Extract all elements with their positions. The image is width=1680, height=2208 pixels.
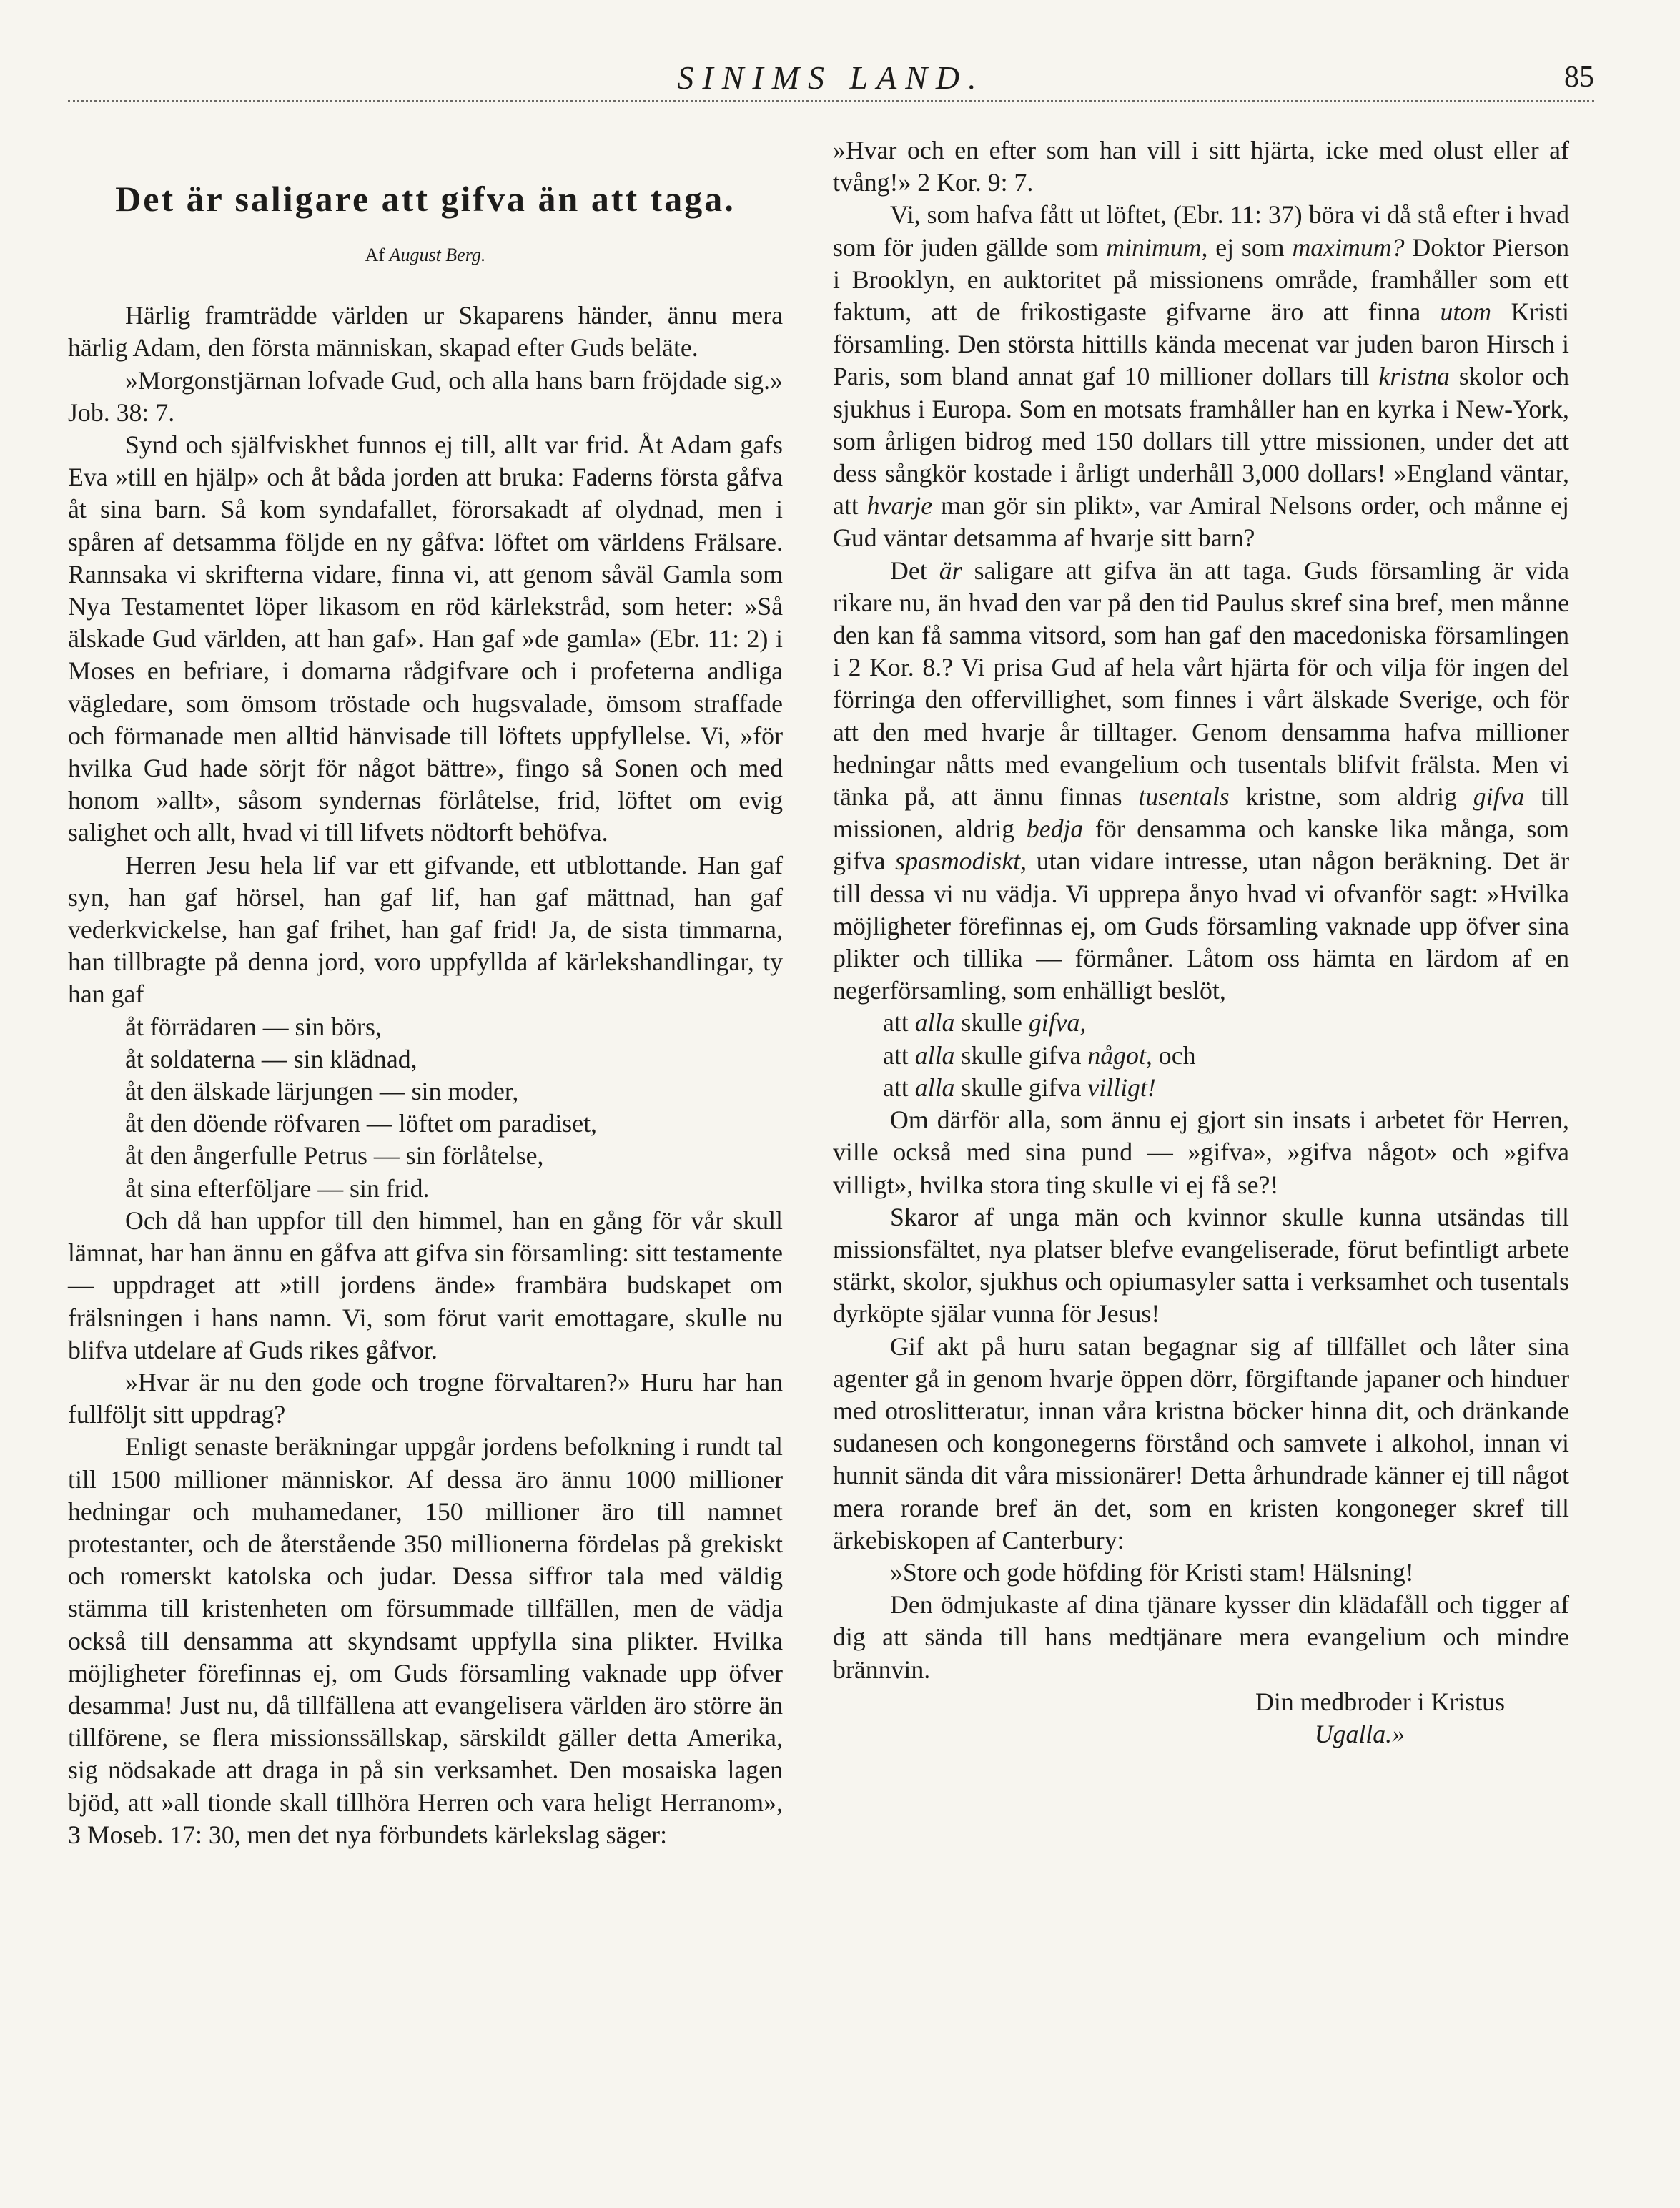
page-header	[68, 59, 1594, 102]
list-item: åt den älskade lärjungen — sin moder,	[125, 1077, 519, 1106]
right-column	[833, 134, 1569, 1750]
byline-prefix: Af	[365, 245, 385, 265]
paragraph: Om därför alla, som ännu ej gjort sin insats i arbetet för Herren, ville också med sina pund — »gifva», »gifva något» och »gifva villigt», hvilka stora ting skulle vi ej få se?!	[833, 1105, 1569, 1199]
signature-line: Din medbroder i Kristus	[1255, 1687, 1505, 1716]
paragraph: Skaror af unga män och kvinnor skulle kunna utsändas till missionsfältet, nya platser blefve evangeliserade, förut befintligt arbete stärkt, skolor, sjukhus och opiumasyler satta i verksamhet och tusentals dyrköpte själar vunna för Jesus!	[833, 1202, 1569, 1329]
paragraph: Det är saligare att gifva än att taga. Guds församling är vida rikare nu, än hvad den var på den tid Paulus skref sina bref, men månne den kan få samma vitsord, som han gaf den macedoniska församlingen i 2 Kor. 8.? Vi prisa Gud af hela vårt hjärta för och vilja för ingen del förringa den offervillighet, som finnes i vårt älskade Sverige, och för att den med hvarje år tilltager. Genom densamma hafva millioner hedningar nåtts med evangelium och tusentals blifvit frälsta. Men vi tänka på, att ännu finnas tusentals kristne, som aldrig gifva till missionen, aldrig bedja för densamma och kanske lika många, som gifva spasmodiskt, utan vidare intresse, utan någon beräkning. Det är till dessa vi nu vädja. Vi upprepa ånyo hvad vi ofvanför sagt: »Hvilka möjligheter förefinnas ej, om Guds församling vaknade upp öfver sina plikter och tillika — förmåner. Låtom oss hämta en lärdom af en negerförsamling, som enhälligt beslöt,	[833, 556, 1570, 1005]
header-rule	[68, 100, 1594, 102]
left-column	[68, 177, 783, 1851]
paragraph: Herren Jesu hela lif var ett gifvande, ett utblottande. Han gaf syn, han gaf hörsel, han gaf lif, han gaf mättnad, han gaf vederkvickelse, han gaf frihet, han gaf frid! Ja, de sista timmarna, han tillbragte på denna jord, voro uppfyllda af kärlekshandlingar, ty han gaf	[68, 850, 783, 1009]
signature-name: Ugalla.»	[1314, 1719, 1405, 1748]
running-title: SINIMS LAND.	[677, 59, 985, 96]
page-number: 85	[1564, 61, 1594, 94]
list-item: åt förrädaren — sin börs,	[125, 1012, 382, 1041]
paragraph: »Hvar är nu den gode och trogne förvaltaren?» Huru har han fullföljt sitt uppdrag?	[68, 1367, 783, 1429]
article-title: Det är saligare att gifva än att taga.	[115, 179, 736, 219]
list-item: att alla skulle gifva villigt!	[883, 1073, 1156, 1102]
paragraph: »Morgonstjärnan lofvade Gud, och alla hans barn fröjdade sig.» Job. 38: 7.	[68, 365, 783, 427]
paragraph: »Store och gode höfding för Kristi stam! Hälsning!	[890, 1557, 1414, 1587]
paragraph: Synd och själfviskhet funnos ej till, allt var frid. Åt Adam gafs Eva »till en hjälp» och åt båda jorden att bruka: Faderns första gåfva åt sina barn. Så kom syndafallet, förorsakadt af olydnad, men i spåren af detsamma följde en ny gåfva: löftet om världens Frälsare. Rannsaka vi skrifterna vidare, finna vi, att genom såväl Gamla som Nya Testamentet löper likasom en röd kärlekstråd, som heter: »Så älskade Gud världen, att han gaf». Han gaf »de gamla» (Ebr. 11: 2) i Moses en befriare, i domarna rådgifvare och i profeterna andliga vägledare, som ömsom tröstade och hugsvalade, ömsom straffade och förmanade men alltid hänvisade till löftets uppfyllelse. Vi, »för hvilka Gud hade sörjt för något bättre», fingo så Sonen och med honom »allt», såsom syndernas förlåtelse, frid, löftet om evig salighet och allt, hvad vi till lifvets nödtorft behöfva.	[68, 430, 783, 847]
list-item: åt den ångerfulle Petrus — sin förlåtelse,	[125, 1141, 544, 1170]
list-item: åt sina efterföljare — sin frid.	[125, 1173, 430, 1203]
paragraph: Gif akt på huru satan begagnar sig af tillfället och låter sina agenter gå in genom hvarje öppen dörr, förgiftande japaner och hinduer med otroslitteratur, innan våra kristna böcker hinna dit, och dränkande sudanesen och kongonegerns förstånd och samvete i alkohol, innan vi hunnit sända dit våra missionärer! Detta århundrade känner ej till något mera rorande bref än det, som en kristen kongoneger skref till ärkebiskopen af Canterbury:	[833, 1331, 1569, 1554]
paragraph: »Hvar och en efter som han vill i sitt hjärta, icke med olust eller af tvång!» 2 Kor. 9: 7.	[833, 136, 1569, 197]
byline-author: August Berg.	[389, 245, 486, 265]
list-item: att alla skulle gifva,	[883, 1008, 1087, 1038]
paragraph: Härlig framträdde världen ur Skaparens händer, ännu mera härlig Adam, den första människan, skapad efter Guds beläte.	[68, 301, 783, 363]
paragraph: Den ödmjukaste af dina tjänare kysser din klädafåll och tigger af dig att sända till hans medtjänare mera evangelium och mindre brännvin.	[833, 1590, 1569, 1684]
resolution-list	[833, 1007, 1569, 1104]
list-item: åt den döende röfvaren — löftet om paradiset,	[125, 1109, 598, 1138]
byline	[68, 239, 783, 271]
paragraph: Och då han uppfor till den himmel, han en gång för vår skull lämnat, har han ännu en gåfva att gifva sin församling: sitt testamente — uppdraget att »till jordens ände» frambära budskapet om frälsningen i hans namn. Vi, som förut varit emottagare, skulle nu blifva utdelare af Guds rikes gåfvor.	[68, 1206, 783, 1364]
paragraph: Enligt senaste beräkningar uppgår jordens befolkning i rundt tal till 1500 millioner människor. Af dessa äro ännu 1000 millioner hedningar och muhamedaner, 150 millioner äro till namnet protestanter, och de återstående 350 millionerna fördelas på grekiskt och romerskt katolska och judar. Dessa siffror tala med väldig stämma till kristenheten om försummade tillfällen, men de vädja också till densamma att skyndsamt uppfylla sina plikter. Hvilka möjligheter förefinnas ej, om Guds församling vaknade upp öfver desamma! Just nu, då tillfällena att evangelisera världen äro större än tillförene, se flera missionssällskap, särskildt gäller detta Amerika, sig nödsakade att draga in på sin verksamhet. Den mosaiska lagen bjöd, att »all tionde skall tillhöra Herren och vara heligt Herranom», 3 Moseb. 17: 30, men det nya förbundets kärlekslag säger:	[68, 1432, 783, 1849]
paragraph: Vi, som hafva fått ut löftet, (Ebr. 11: 37) böra vi då stå efter i hvad som för juden gällde som minimum, ej som maximum? Doktor Pierson i Brooklyn, en auktoritet på missionens område, framhåller som ett faktum, att de frikostigaste gifvarne äro att finna utom Kristi församling. Den största hittills kända mecenat var juden baron Hirsch i Paris, som bland annat gaf 10 millioner dollars till kristna skolor och sjukhus i Europa. Som en motsats framhåller han en kyrka i New-York, som årligen bidrog med 150 dollars till yttre missionen, under det att dess sångkör kostade i årligt underhåll 3,000 dollars! »England väntar, att hvarje man gör sin plikt», var Amiral Nelsons order, och månne ej Gud väntar detsamma af hvarje sitt barn?	[833, 200, 1569, 553]
gift-list	[68, 1011, 783, 1205]
list-item: att alla skulle gifva något, och	[883, 1040, 1196, 1070]
list-item: åt soldaterna — sin klädnad,	[125, 1044, 417, 1073]
